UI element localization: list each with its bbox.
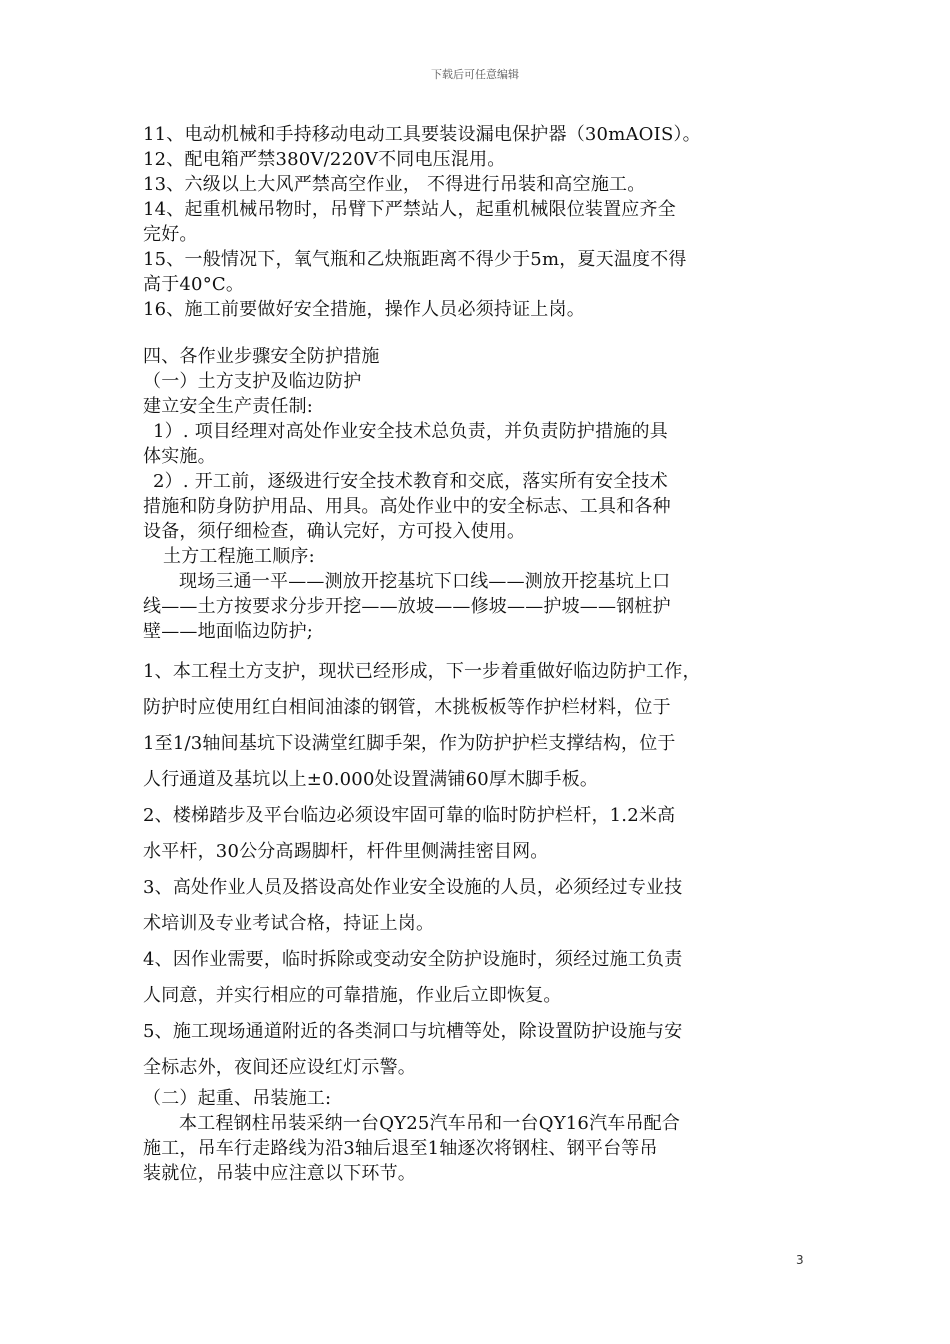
paragraph-line: 1、本工程土方支护，现状已经形成，下一步着重做好临边防护工作， bbox=[143, 661, 701, 682]
paragraph-line: 术培训及专业考试合格，持证上岗。 bbox=[143, 913, 435, 934]
paragraph-line: 设备，须仔细检查，确认完好，方可投入使用。 bbox=[143, 521, 526, 542]
paragraph-line: 防护时应使用红白相间油漆的钢管，木挑板板等作护栏材料，位于 bbox=[143, 697, 671, 718]
paragraph-line: 人同意，并实行相应的可靠措施，作业后立即恢复。 bbox=[143, 985, 562, 1006]
paragraph-line: 装就位，吊装中应注意以下环节。 bbox=[143, 1163, 416, 1184]
paragraph-line: 完好。 bbox=[143, 224, 198, 245]
paragraph-line: 1至1/3轴间基坑下设满堂红脚手架，作为防护护栏支撑结构，位于 bbox=[143, 733, 676, 754]
paragraph-line: 12、配电箱严禁380V/220V不同电压混用。 bbox=[143, 149, 506, 170]
page-header: 下载后可任意编辑 bbox=[431, 68, 519, 81]
subsection-heading: （一）土方支护及临边防护 bbox=[143, 371, 362, 392]
spacer bbox=[143, 644, 818, 654]
paragraph-line: 体实施。 bbox=[143, 446, 216, 467]
paragraph-line: 水平杆，30公分高踢脚杆，杆件里侧满挂密目网。 bbox=[143, 841, 549, 862]
paragraph-line: 2）. 开工前，逐级进行安全技术教育和交底，落实所有安全技术 bbox=[153, 471, 668, 492]
paragraph-line: 3、高处作业人员及搭设高处作业安全设施的人员，必须经过专业技 bbox=[143, 877, 683, 898]
document-body bbox=[143, 122, 818, 1186]
paragraph-line: 13、六级以上大风严禁高空作业， 不得进行吊装和高空施工。 bbox=[143, 174, 646, 195]
paragraph-line: 15、一般情况下，氧气瓶和乙炔瓶距离不得少于5m，夏天温度不得 bbox=[143, 249, 687, 270]
paragraph-line: 措施和防身防护用品、用具。高处作业中的安全标志、工具和各种 bbox=[143, 496, 671, 517]
paragraph-line: 线——土方按要求分步开挖——放坡——修坡——护坡——钢桩护 bbox=[143, 596, 671, 617]
paragraph-line: 施工，吊车行走路线为沿3轴后退至1轴逐次将钢柱、钢平台等吊 bbox=[143, 1138, 658, 1159]
page-number: 3 bbox=[796, 1253, 804, 1267]
paragraph-line: 16、施工前要做好安全措施，操作人员必须持证上岗。 bbox=[143, 299, 585, 320]
paragraph-line: 土方工程施工顺序: bbox=[163, 546, 315, 567]
paragraph-line: 建立安全生产责任制: bbox=[143, 396, 314, 417]
paragraph-line: 人行通道及基坑以上±0.000处设置满铺60厚木脚手板。 bbox=[143, 769, 599, 790]
paragraph-line: 5、施工现场通道附近的各类洞口与坑槽等处，除设置防护设施与安 bbox=[143, 1021, 683, 1042]
paragraph-line: 2、楼梯踏步及平台临边必须设牢固可靠的临时防护栏杆，1.2米高 bbox=[143, 805, 676, 826]
paragraph-line: 本工程钢柱吊装采纳一台QY25汽车吊和一台QY16汽车吊配合 bbox=[179, 1113, 681, 1134]
paragraph-line: 壁——地面临边防护; bbox=[143, 621, 314, 642]
subsection-heading: （二）起重、吊装施工: bbox=[143, 1088, 332, 1109]
paragraph-line: 1）. 项目经理对高处作业安全技术总负责，并负责防护措施的具 bbox=[153, 421, 668, 442]
paragraph-line: 14、起重机械吊物时，吊臂下严禁站人，起重机械限位装置应齐全 bbox=[143, 199, 676, 220]
paragraph-line: 11、电动机械和手持移动电动工具要装设漏电保护器（30mAOIS）。 bbox=[143, 124, 701, 145]
paragraph-line: 4、因作业需要，临时拆除或变动安全防护设施时，须经过施工负责 bbox=[143, 949, 683, 970]
paragraph-line: 全标志外，夜间还应设红灯示警。 bbox=[143, 1057, 416, 1078]
section-heading: 四、各作业步骤安全防护措施 bbox=[143, 346, 380, 367]
paragraph-line: 高于40°C。 bbox=[143, 274, 245, 295]
paragraph-line: 现场三通一平——测放开挖基坑下口线——测放开挖基坑上口 bbox=[179, 571, 671, 592]
spacer bbox=[143, 322, 818, 344]
